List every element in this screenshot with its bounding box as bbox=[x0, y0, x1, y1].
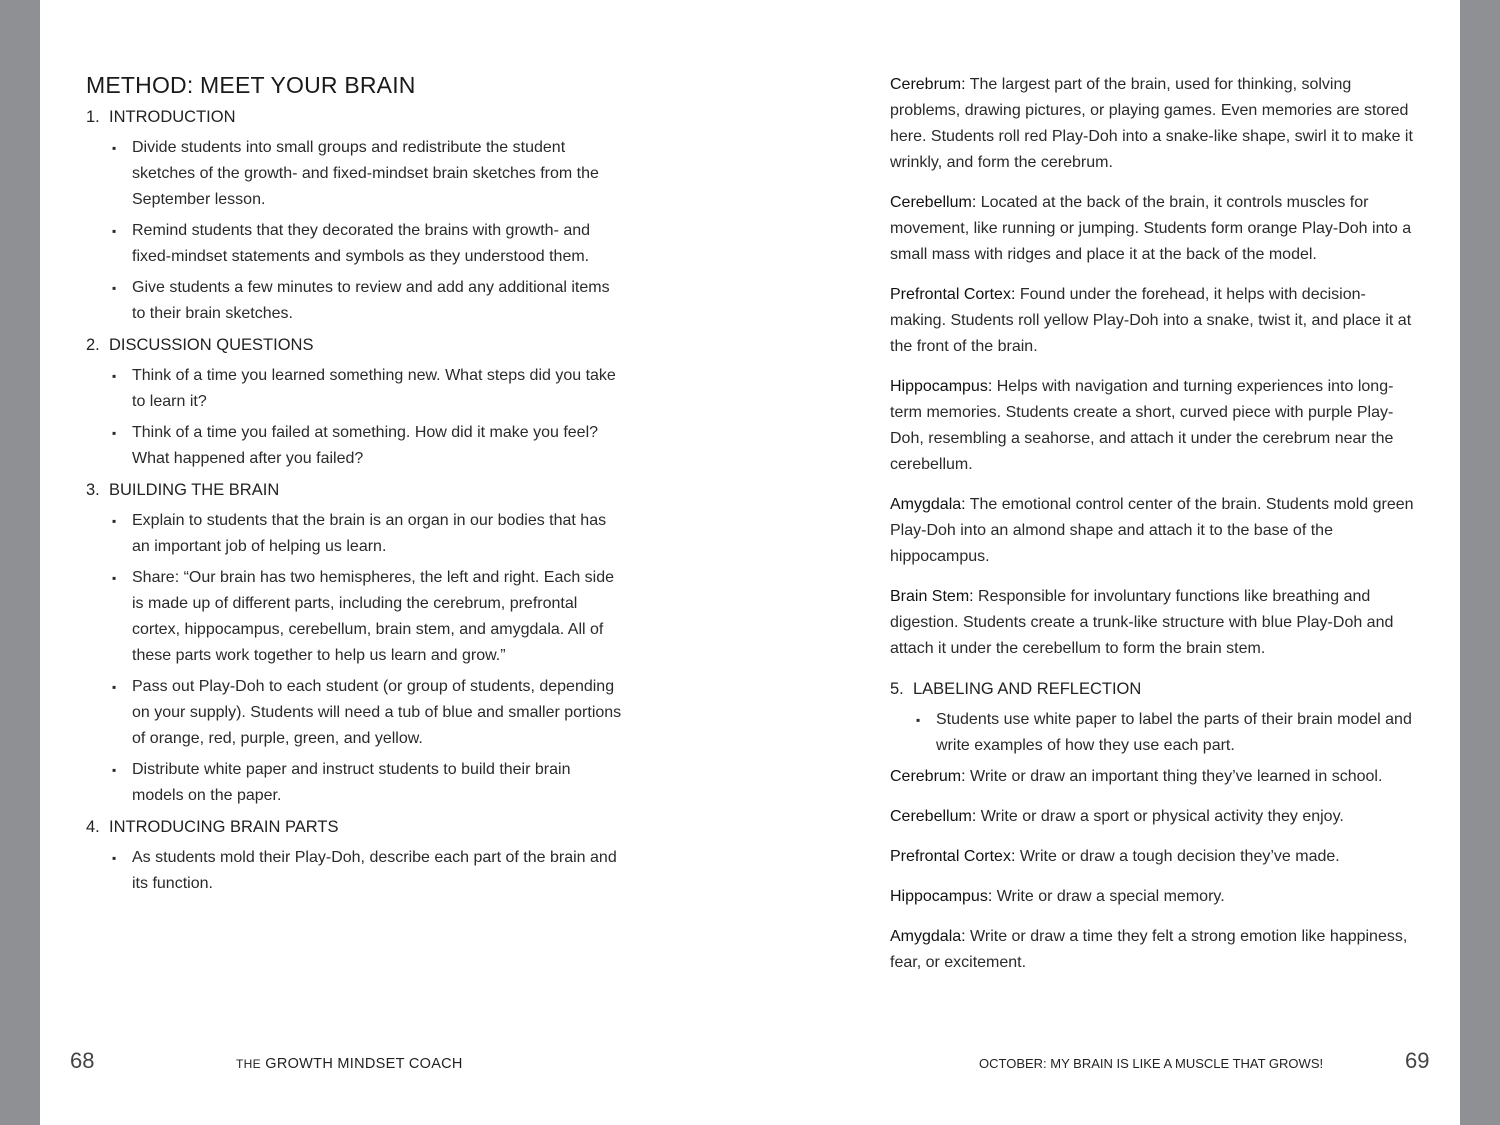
brain-part-amygdala: Amygdala: The emotional control center of the brain. Students mold green Play-Doh into an almond shape and attach it to the base of the hippocampus. bbox=[890, 496, 1414, 565]
method-title: METHOD: MEET YOUR BRAIN bbox=[86, 72, 416, 98]
list-item: ▪ Give students a few minutes to review and add any additional items to their brain sketches. bbox=[111, 275, 626, 327]
section-number: 4. bbox=[86, 818, 100, 836]
square-bullet-icon: ▪ bbox=[112, 224, 117, 238]
section-heading-text: DISCUSSION QUESTIONS bbox=[109, 336, 314, 354]
section-number: 2. bbox=[86, 336, 100, 354]
square-bullet-icon: ▪ bbox=[112, 763, 117, 777]
running-head-right: OCTOBER: MY BRAIN IS LIKE A MUSCLE THAT GROWS! bbox=[979, 1056, 1324, 1071]
section-heading-text: INTRODUCING BRAIN PARTS bbox=[109, 818, 339, 836]
section-heading-text: LABELING AND REFLECTION bbox=[913, 680, 1142, 698]
list-item: ▪ Divide students into small groups and redistribute the student sketches of the growth- and fixed-mindset brain sketches from the September lesson. bbox=[111, 135, 626, 213]
list-item: ▪ Explain to students that the brain is an organ in our bodies that has an important job of helping us learn. bbox=[111, 508, 626, 560]
bullet-list bbox=[86, 508, 626, 809]
reflection-hippocampus: Hippocampus: Write or draw a special memory. bbox=[890, 888, 1225, 905]
list-item: ▪ Think of a time you failed at something. How did it make you feel? What happened after you failed? bbox=[111, 420, 626, 472]
bullet-list bbox=[86, 845, 626, 897]
list-item: ▪ Share: “Our brain has two hemispheres, the left and right. Each side is made up of different parts, including the cerebrum, prefrontal cortex, hippocampus, cerebellum, brain stem, and amygdala. All of these parts work together to help us learn and grow.” bbox=[111, 565, 626, 669]
list-item: ▪ Think of a time you learned something new. What steps did you take to learn it? bbox=[111, 363, 626, 415]
left-page bbox=[40, 0, 740, 1125]
section-building-the-brain bbox=[86, 477, 626, 809]
running-head-left: THE GROWTH MINDSET COACH bbox=[236, 1056, 463, 1072]
section-number: 3. bbox=[86, 481, 100, 499]
reflection-prefrontal-cortex: Prefrontal Cortex: Write or draw a tough decision they’ve made. bbox=[890, 848, 1340, 865]
square-bullet-icon: ▪ bbox=[112, 141, 117, 155]
square-bullet-icon: ▪ bbox=[112, 851, 117, 865]
square-bullet-icon: ▪ bbox=[112, 281, 117, 295]
section-introducing-brain-parts bbox=[86, 814, 626, 897]
page-number-right: 69 bbox=[1405, 1048, 1430, 1073]
square-bullet-icon: ▪ bbox=[112, 514, 117, 528]
section-number: 5. bbox=[890, 680, 904, 698]
square-bullet-icon: ▪ bbox=[112, 369, 117, 383]
section-discussion-questions bbox=[86, 332, 626, 472]
right-page-body bbox=[890, 72, 1420, 990]
brain-part-prefrontal-cortex: Prefrontal Cortex: Found under the forehead, it helps with decision-making. Students roll yellow Play-Doh into a snake, twist it, and place it at the front of the brain. bbox=[890, 286, 1412, 355]
section-labeling-and-reflection bbox=[890, 676, 1420, 759]
left-page-body bbox=[86, 104, 626, 897]
section-number: 1. bbox=[86, 108, 100, 126]
section-introduction bbox=[86, 104, 626, 327]
square-bullet-icon: ▪ bbox=[916, 713, 921, 727]
list-item: ▪ As students mold their Play-Doh, describe each part of the brain and its function. bbox=[111, 845, 626, 897]
list-item: ▪ Remind students that they decorated the brains with growth- and fixed-mindset statements and symbols as they understood them. bbox=[111, 218, 626, 270]
bullet-list bbox=[890, 707, 1420, 759]
bullet-list bbox=[86, 135, 626, 327]
square-bullet-icon: ▪ bbox=[112, 680, 117, 694]
brain-part-cerebrum: Cerebrum: The largest part of the brain, used for thinking, solving problems, drawing pictures, or playing games. Even memories are stored here. Students roll red Play-Doh into a snake-like shape, swirl it to make it wrinkly, and form the cerebrum. bbox=[890, 76, 1413, 171]
reflection-cerebrum: Cerebrum: Write or draw an important thing they’ve learned in school. bbox=[890, 768, 1383, 785]
list-item: ▪ Distribute white paper and instruct students to build their brain models on the paper. bbox=[111, 757, 626, 809]
list-item: ▪ Pass out Play-Doh to each student (or group of students, depending on your supply). Students will need a tub of blue and smaller portions of orange, red, purple, green, and yellow. bbox=[111, 674, 626, 752]
section-heading bbox=[890, 676, 1420, 702]
bullet-list bbox=[86, 363, 626, 472]
right-page bbox=[750, 0, 1460, 1125]
square-bullet-icon: ▪ bbox=[112, 426, 117, 440]
section-heading bbox=[86, 814, 626, 840]
reflection-cerebellum: Cerebellum: Write or draw a sport or physical activity they enjoy. bbox=[890, 808, 1344, 825]
book-spread bbox=[40, 0, 1460, 1125]
square-bullet-icon: ▪ bbox=[112, 571, 117, 585]
section-heading bbox=[86, 332, 626, 358]
section-heading bbox=[86, 104, 626, 130]
list-item: ▪ Students use white paper to label the parts of their brain model and write examples of how they use each part. bbox=[915, 707, 1420, 759]
page-number-left: 68 bbox=[70, 1048, 95, 1073]
section-heading-text: BUILDING THE BRAIN bbox=[109, 481, 280, 499]
section-heading-text: INTRODUCTION bbox=[109, 108, 236, 126]
section-heading bbox=[86, 477, 626, 503]
brain-part-cerebellum: Cerebellum: Located at the back of the brain, it controls muscles for movement, like running or jumping. Students form orange Play-Doh into a small mass with ridges and place it at the back of the model. bbox=[890, 194, 1412, 263]
brain-part-hippocampus: Hippocampus: Helps with navigation and turning experiences into long-term memories. Students create a short, curved piece with purple Play-Doh, resembling a seahorse, and attach it under the cerebrum near the cerebellum. bbox=[890, 378, 1394, 473]
brain-part-brain-stem: Brain Stem: Responsible for involuntary functions like breathing and digestion. Students create a trunk-like structure with blue Play-Doh and attach it under the cerebellum to form the brain stem. bbox=[890, 588, 1394, 657]
reflection-amygdala: Amygdala: Write or draw a time they felt a strong emotion like happiness, fear, or excitement. bbox=[890, 928, 1408, 971]
